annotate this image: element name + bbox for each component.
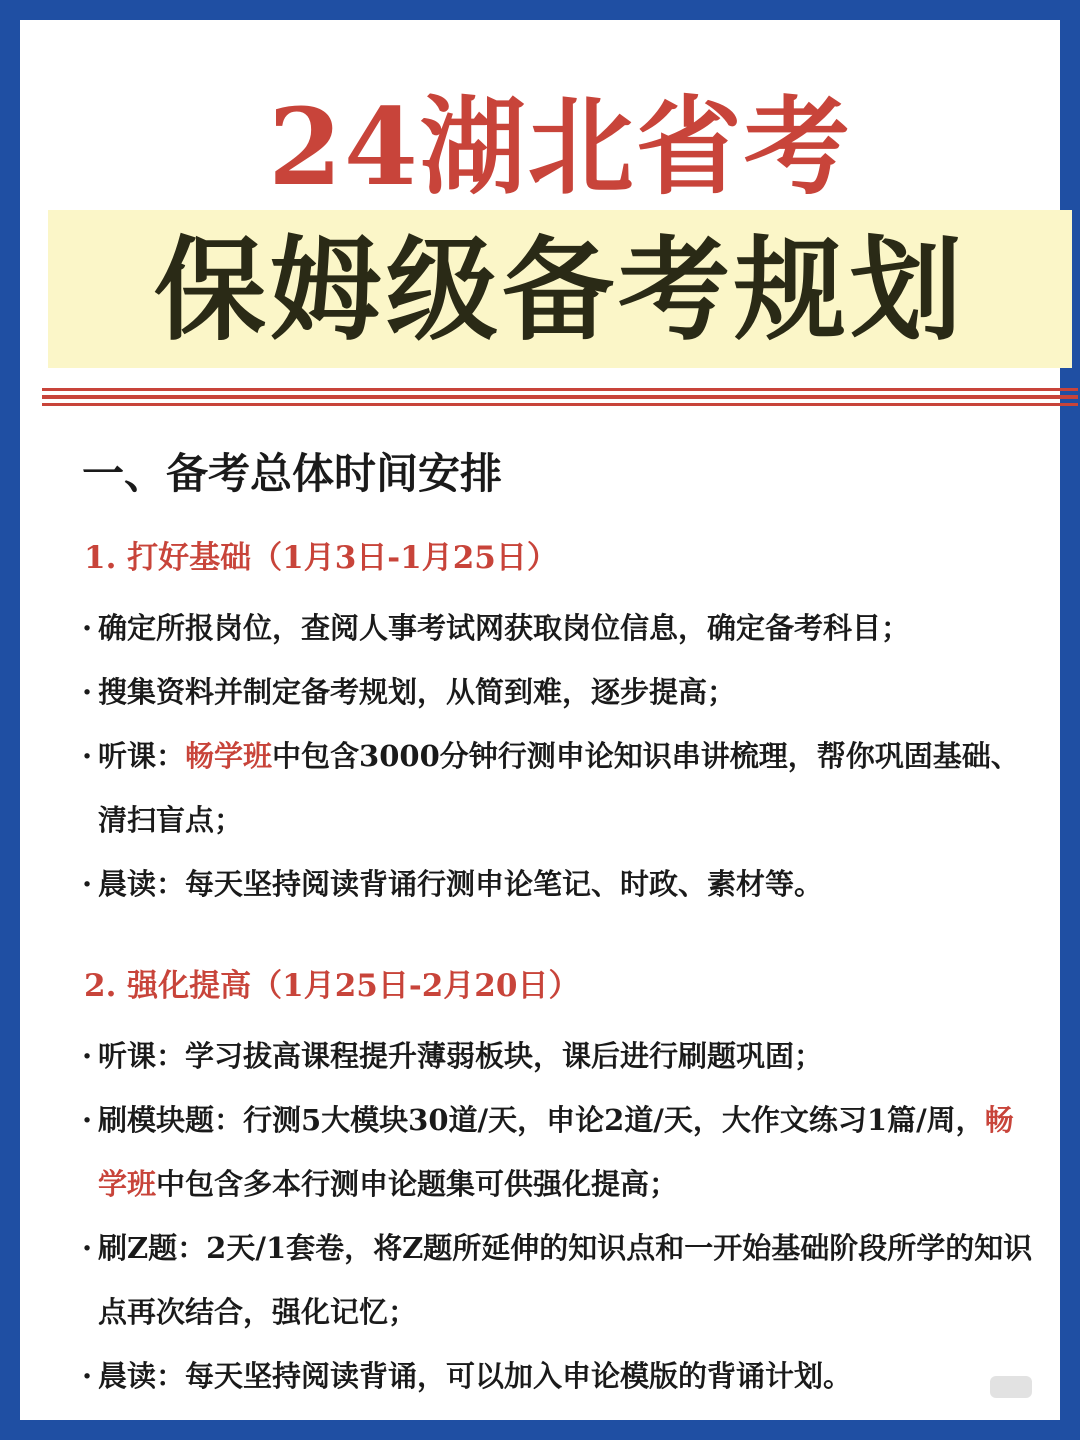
bullet-item: · 确定所报岗位，查阅人事考试网获取岗位信息，确定备考科目； <box>82 596 1042 660</box>
highlight-text: 畅学班 <box>98 1103 1014 1201</box>
bullet-dot: · <box>82 739 93 773</box>
bullet-dot: · <box>82 675 93 709</box>
group-subtitle: 2. 强化提高（1月25日-2月20日） <box>84 968 580 1004</box>
bullet-item: · 听课：学习拔高课程提升薄弱板块，课后进行刷题巩固； <box>82 1024 1042 1088</box>
bullet-item: · 刷Z题：2天/1套卷，将Z题所延伸的知识点和一开始基础阶段所学的知识点再次结合，强化记忆； <box>82 1216 1042 1344</box>
bullet-dot: · <box>82 867 93 901</box>
watermark-badge <box>990 1376 1032 1398</box>
bullet-item: · 搜集资料并制定备考规划，从简到难，逐步提高； <box>82 660 1042 724</box>
bullet-dot: · <box>82 1359 93 1393</box>
group-strengthen <box>82 954 1042 1408</box>
bullet-dot: · <box>82 1103 93 1137</box>
bullet-item: · 晨读：每天坚持阅读背诵，可以加入申论模版的背诵计划。 <box>82 1344 1042 1408</box>
group-foundation <box>82 526 1042 916</box>
bullet-item: · 晨读：每天坚持阅读背诵行测申论笔记、时政、素材等。 <box>82 852 1042 916</box>
title-bottom: 保姆级备考规划 <box>154 226 966 356</box>
bullet-dot: · <box>82 1231 93 1265</box>
bullet-item: · 刷模块题：行测5大模块30道/天，申论2道/天，大作文练习1篇/周，畅学班中包含多本行测申论题集可供强化提高； <box>82 1088 1042 1216</box>
bullet-item: · 听课：畅学班中包含3000分钟行测申论知识串讲梳理，帮你巩固基础、清扫盲点； <box>82 724 1042 852</box>
bullet-dot: · <box>82 611 93 645</box>
title-top: 24湖北省考 <box>268 84 852 209</box>
bullet-dot: · <box>82 1039 93 1073</box>
divider-rule <box>42 388 1078 406</box>
section-title: 一、备考总体时间安排 <box>82 449 503 498</box>
group-subtitle: 1. 打好基础（1月3日-1月25日） <box>84 540 558 576</box>
highlight-text: 畅学班 <box>185 739 273 773</box>
content <box>82 432 1042 1408</box>
